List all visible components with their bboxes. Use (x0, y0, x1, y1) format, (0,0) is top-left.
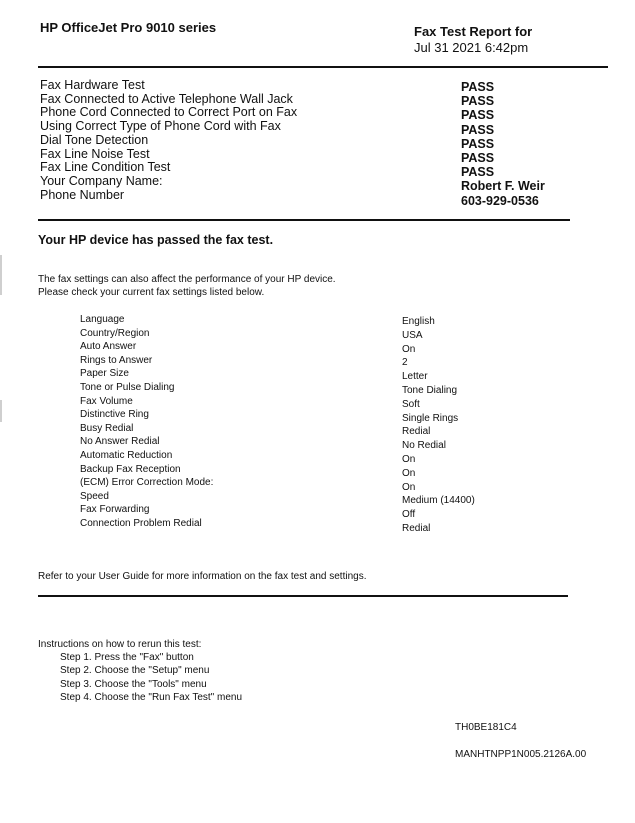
refer-note: Refer to your User Guide for more information on the fax test and settings. (38, 571, 367, 582)
divider (38, 66, 608, 68)
setting-value: Soft (402, 398, 420, 410)
setting-value: English (402, 316, 435, 327)
setting-label: Speed (80, 490, 109, 502)
setting-value: USA (402, 329, 423, 341)
test-label: Fax Hardware Test (40, 78, 145, 92)
setting-label: (ECM) Error Correction Mode: (80, 477, 214, 489)
setting-value: Medium (14400) (402, 495, 475, 507)
setting-label: Paper Size (80, 368, 129, 380)
setting-label: Connection Problem Redial (80, 517, 202, 529)
printer-model: HP OfficeJet Pro 9010 series (40, 20, 217, 35)
setting-label: Distinctive Ring (80, 409, 149, 421)
scan-margin-mark (0, 255, 2, 295)
setting-value: On (402, 453, 416, 465)
test-label: Fax Connected to Active Telephone Wall Jack (40, 91, 293, 106)
company-name-value: Robert F. Weir (461, 179, 545, 194)
test-label: Phone Number (40, 187, 125, 202)
setting-value: Redial (402, 522, 431, 534)
result-message: Your HP device has passed the fax test. (38, 233, 274, 247)
setting-label: Language (80, 314, 125, 325)
setting-values (402, 315, 475, 536)
setting-value: On (402, 481, 416, 493)
test-result: PASS (461, 108, 495, 123)
test-label: Using Correct Type of Phone Cord with Fax (40, 119, 281, 134)
serial-code: TH0BE181C4 (455, 722, 517, 733)
setting-value: Letter (402, 371, 428, 383)
instruction-steps (60, 651, 242, 705)
report-title: Fax Test Report for (414, 24, 533, 39)
setting-label: Tone or Pulse Dialing (80, 381, 175, 393)
test-result: PASS (461, 136, 495, 151)
divider (38, 219, 570, 221)
setting-labels (80, 313, 213, 531)
intro-line: The fax settings can also affect the performance of your HP device. (38, 274, 336, 285)
setting-value: On (402, 467, 416, 479)
setting-label: Backup Fax Reception (80, 463, 181, 475)
instruction-step: Step 3. Choose the "Tools" menu (60, 678, 207, 690)
setting-value: No Redial (402, 440, 446, 452)
instruction-step: Step 2. Choose the "Setup" menu (60, 665, 210, 677)
test-label: Fax Line Noise Test (40, 146, 150, 161)
setting-value: On (402, 343, 416, 355)
instruction-step: Step 4. Choose the "Run Fax Test" menu (60, 692, 243, 704)
test-result: PASS (461, 151, 495, 166)
test-results (461, 80, 545, 208)
test-result: PASS (461, 122, 495, 137)
setting-label: Auto Answer (80, 341, 137, 353)
test-label: Phone Cord Connected to Correct Port on Fax (40, 105, 298, 120)
intro-line: Please check your current fax settings listed below. (38, 287, 265, 298)
test-result: PASS (461, 94, 495, 109)
divider (38, 595, 568, 597)
setting-value: Single Rings (402, 412, 459, 424)
instructions-title: Instructions on how to rerun this test: (38, 639, 202, 650)
scan-margin-mark (0, 400, 2, 422)
test-result: PASS (461, 80, 495, 94)
report-date: Jul 31 2021 6:42pm (414, 40, 529, 55)
test-result: PASS (461, 165, 495, 180)
setting-value: Off (402, 509, 416, 521)
setting-label: No Answer Redial (80, 436, 160, 448)
setting-label: Automatic Reduction (80, 449, 173, 461)
setting-value: Tone Dialing (402, 384, 458, 396)
report-header (414, 24, 532, 56)
test-labels (40, 79, 297, 202)
setting-value: Redial (402, 426, 431, 438)
phone-number-value: 603-929-0536 (461, 193, 539, 208)
test-label: Fax Line Condition Test (40, 160, 171, 175)
setting-label: Fax Forwarding (80, 504, 150, 516)
instruction-step: Step 1. Press the "Fax" button (60, 652, 194, 663)
setting-label: Country/Region (80, 327, 150, 339)
setting-label: Fax Volume (80, 395, 133, 407)
setting-value: 2 (402, 357, 408, 369)
setting-label: Busy Redial (80, 422, 134, 434)
setting-label: Rings to Answer (80, 354, 153, 366)
test-label: Your Company Name: (40, 173, 163, 188)
firmware-code: MANHTNPP1N005.2126A.00 (455, 749, 587, 760)
settings-intro (38, 273, 336, 299)
test-label: Dial Tone Detection (40, 132, 149, 147)
